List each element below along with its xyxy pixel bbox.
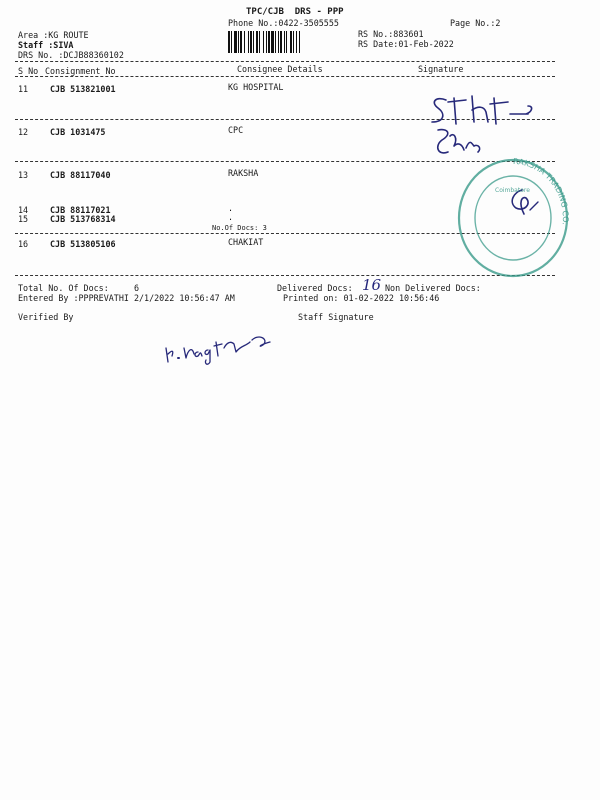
barcode-bar — [259, 31, 260, 53]
row-sno: 14 — [18, 205, 29, 215]
stamp-city: Coimbatore — [495, 187, 530, 194]
printed-on: Printed on: 01-02-2022 10:56:46 — [283, 293, 440, 303]
drs-number: DRS No. :DCJB88360102 — [18, 50, 124, 60]
col-consignee-details: Consignee Details — [237, 64, 323, 74]
total-docs-value: 6 — [134, 283, 140, 293]
barcode-bar — [253, 31, 254, 53]
row-consignment: CJB 88117040 — [50, 170, 111, 180]
row-sno: 12 — [18, 127, 29, 137]
barcode — [228, 31, 332, 53]
row-sno: 16 — [18, 239, 29, 249]
row-consignment: CJB 513768314 — [50, 214, 116, 224]
barcode-bar — [248, 31, 249, 53]
area-field: Area :KG ROUTE — [18, 30, 89, 40]
barcode-bar — [238, 31, 239, 53]
barcode-bar — [290, 31, 292, 53]
divider — [15, 76, 555, 77]
row-consignee: KG HOSPITAL — [228, 82, 284, 92]
barcode-bar — [293, 31, 294, 53]
total-docs-label: Total No. Of Docs: — [18, 283, 109, 293]
delivered-docs-value: 16 — [362, 276, 382, 294]
rs-date: RS Date:01-Feb-2022 — [358, 39, 454, 49]
row-consignment: CJB 1031475 — [50, 127, 106, 137]
verifier-signature — [160, 322, 280, 366]
page-number: Page No.:2 — [450, 18, 501, 28]
divider — [15, 61, 555, 62]
barcode-bar — [266, 31, 267, 53]
verified-by: Verified By — [18, 312, 74, 322]
row-consignee: . — [228, 212, 234, 222]
barcode-bar — [278, 31, 279, 53]
entered-by: Entered By :PPPREVATHI 2/1/2022 10:56:47 AM — [18, 293, 235, 303]
barcode-bar — [231, 31, 232, 53]
row-consignee: CHAKIAT — [228, 237, 264, 247]
barcode-bar — [250, 31, 252, 53]
row-sno: 15 — [18, 214, 29, 224]
barcode-bar — [271, 31, 274, 53]
row-consignment: CJB 513821001 — [50, 84, 116, 94]
barcode-bar — [284, 31, 285, 53]
rs-number: RS No.:883601 — [358, 29, 424, 39]
signature-row-11 — [428, 92, 550, 128]
barcode-bar — [299, 31, 300, 53]
col-signature: Signature — [418, 64, 464, 74]
row-consignment: CJB 513805106 — [50, 239, 116, 249]
non-delivered-docs-label: Non Delivered Docs: — [385, 283, 481, 293]
phone-number: Phone No.:0422-3505555 — [228, 18, 339, 28]
barcode-bar — [275, 31, 276, 53]
row-consignee: RAKSHA — [228, 168, 259, 178]
row-consignee: . — [228, 203, 234, 213]
barcode-bar — [244, 31, 245, 53]
barcode-bar — [296, 31, 297, 53]
col-consignment: Consignment No — [45, 66, 116, 76]
barcode-bar — [228, 31, 230, 53]
barcode-bar — [234, 31, 237, 53]
group-doc-count: No.Of Docs: 3 — [212, 224, 267, 232]
document-title: TPC/CJB DRS - PPP — [246, 7, 344, 17]
stamp-ring-text: RAKSHA TRADING CO. — [512, 156, 570, 226]
row-consignment: CJB 88117021 — [50, 205, 111, 215]
row-sno: 13 — [18, 170, 29, 180]
row-consignee: CPC — [228, 125, 244, 135]
col-sno: S No — [18, 66, 39, 76]
barcode-bar — [263, 31, 264, 53]
barcode-bar — [268, 31, 270, 53]
delivered-docs-label: Delivered Docs: — [277, 283, 353, 293]
row-sno: 11 — [18, 84, 29, 94]
company-stamp — [455, 150, 571, 282]
staff-field: Staff :SIVA — [18, 40, 74, 50]
barcode-bar — [286, 31, 287, 53]
barcode-bar — [256, 31, 258, 53]
barcode-bar — [280, 31, 282, 53]
barcode-bar — [240, 31, 242, 53]
staff-signature: Staff Signature — [298, 312, 374, 322]
